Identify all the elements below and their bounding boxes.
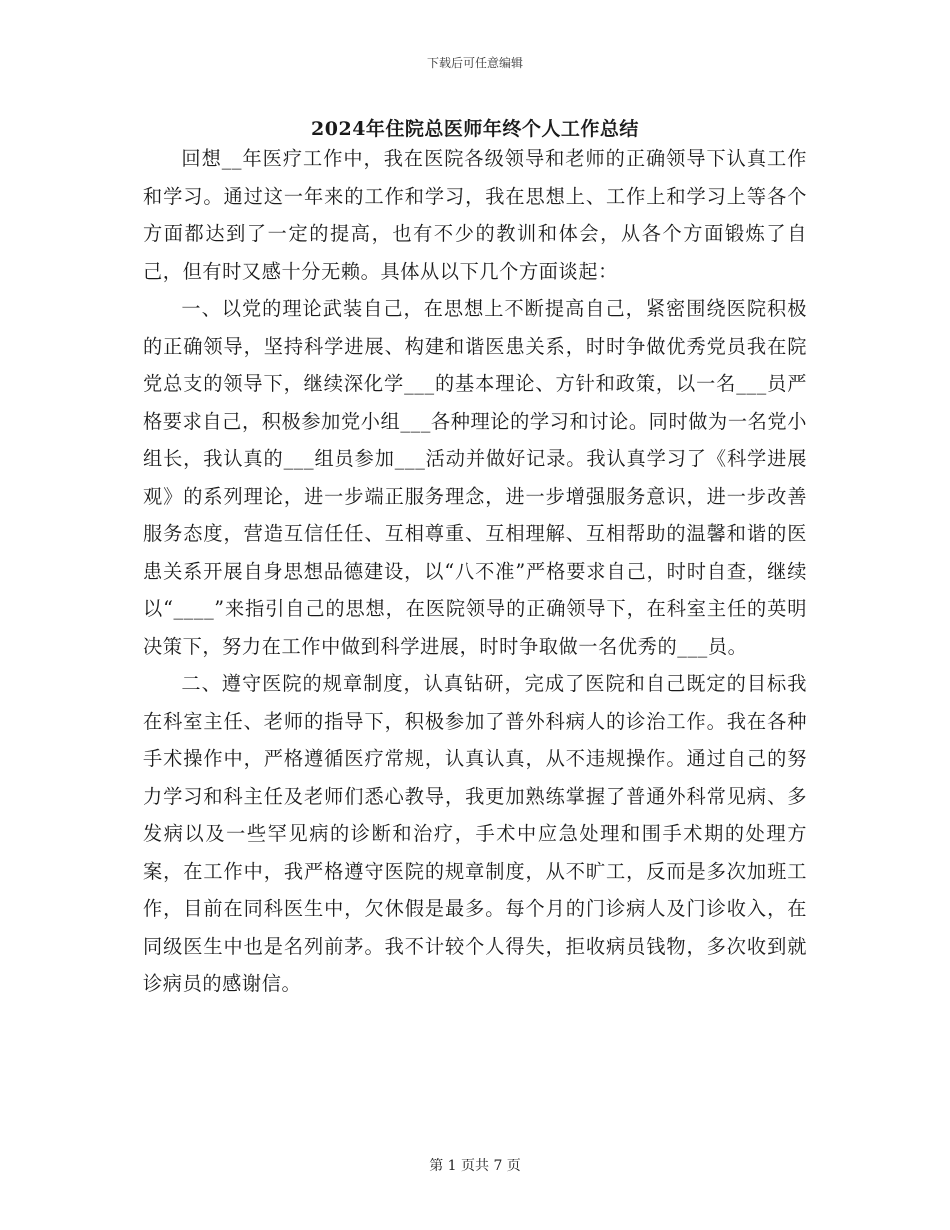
- paragraph-section-two: 二、遵守医院的规章制度，认真钻研，完成了医院和自己既定的目标我在科室主任、老师的指导下，积极参加了普外科病人的诊治工作。我在各种手术操作中，严格遵循医疗常规，认真认真，从不违规操作。通过自己的努力学习和科主任及老师们悉心教导，我更加熟练掌握了普通外科常见病、多发病以及一些罕见病的诊断和治疗，手术中应急处理和围手术期的处理方案，在工作中，我严格遵守医院的规章制度，从不旷工，反而是多次加班工作，目前在同科医生中，欠休假是最多。每个月的门诊病人及门诊收入，在同级医生中也是名列前茅。我不计较个人得失，拒收病员钱物，多次收到就诊病员的感谢信。: [143, 672, 807, 995]
- paragraph-intro: 回想__年医疗工作中，我在医院各级领导和老师的正确领导下认真工作和学习。通过这一年来的工作和学习，我在思想上、工作上和学习上等各个方面都达到了一定的提高，也有不少的教训和体会，从各个方面锻炼了自己，但有时又感十分无赖。具体从以下几个方面谈起：: [143, 147, 807, 283]
- page-number: 第 1 页共 7 页: [429, 1158, 521, 1174]
- document-title: 2024年住院总医师年终个人工作总结: [311, 118, 639, 140]
- header-note: 下载后可任意编辑: [426, 56, 523, 70]
- paragraph-section-one: 一、以党的理论武装自己，在思想上不断提高自己，紧密围绕医院积极的正确领导，坚持科学进展、构建和谐医患关系，时时争做优秀党员我在院党总支的领导下，继续深化学___的基本理论、方针和政策，以一名___员严格要求自己，积极参加党小组___各种理论的学习和讨论。同时做为一名党小组长，我认真的___组员参加___活动并做好记录。我认真学习了《科学进展观》的系列理论，进一步端正服务理念，进一步增强服务意识，进一步改善服务态度，营造互信任任、互相尊重、互相理解、互相帮助的温馨和谐的医患关系开展自身思想品德建设，以“八不准”严格要求自己，时时自查，继续以“____”来指引自己的思想，在医院领导的正确领导下，在科室主任的英明决策下，努力在工作中做到科学进展，时时争取做一名优秀的___员。: [143, 297, 807, 658]
- document-body: [143, 140, 807, 1003]
